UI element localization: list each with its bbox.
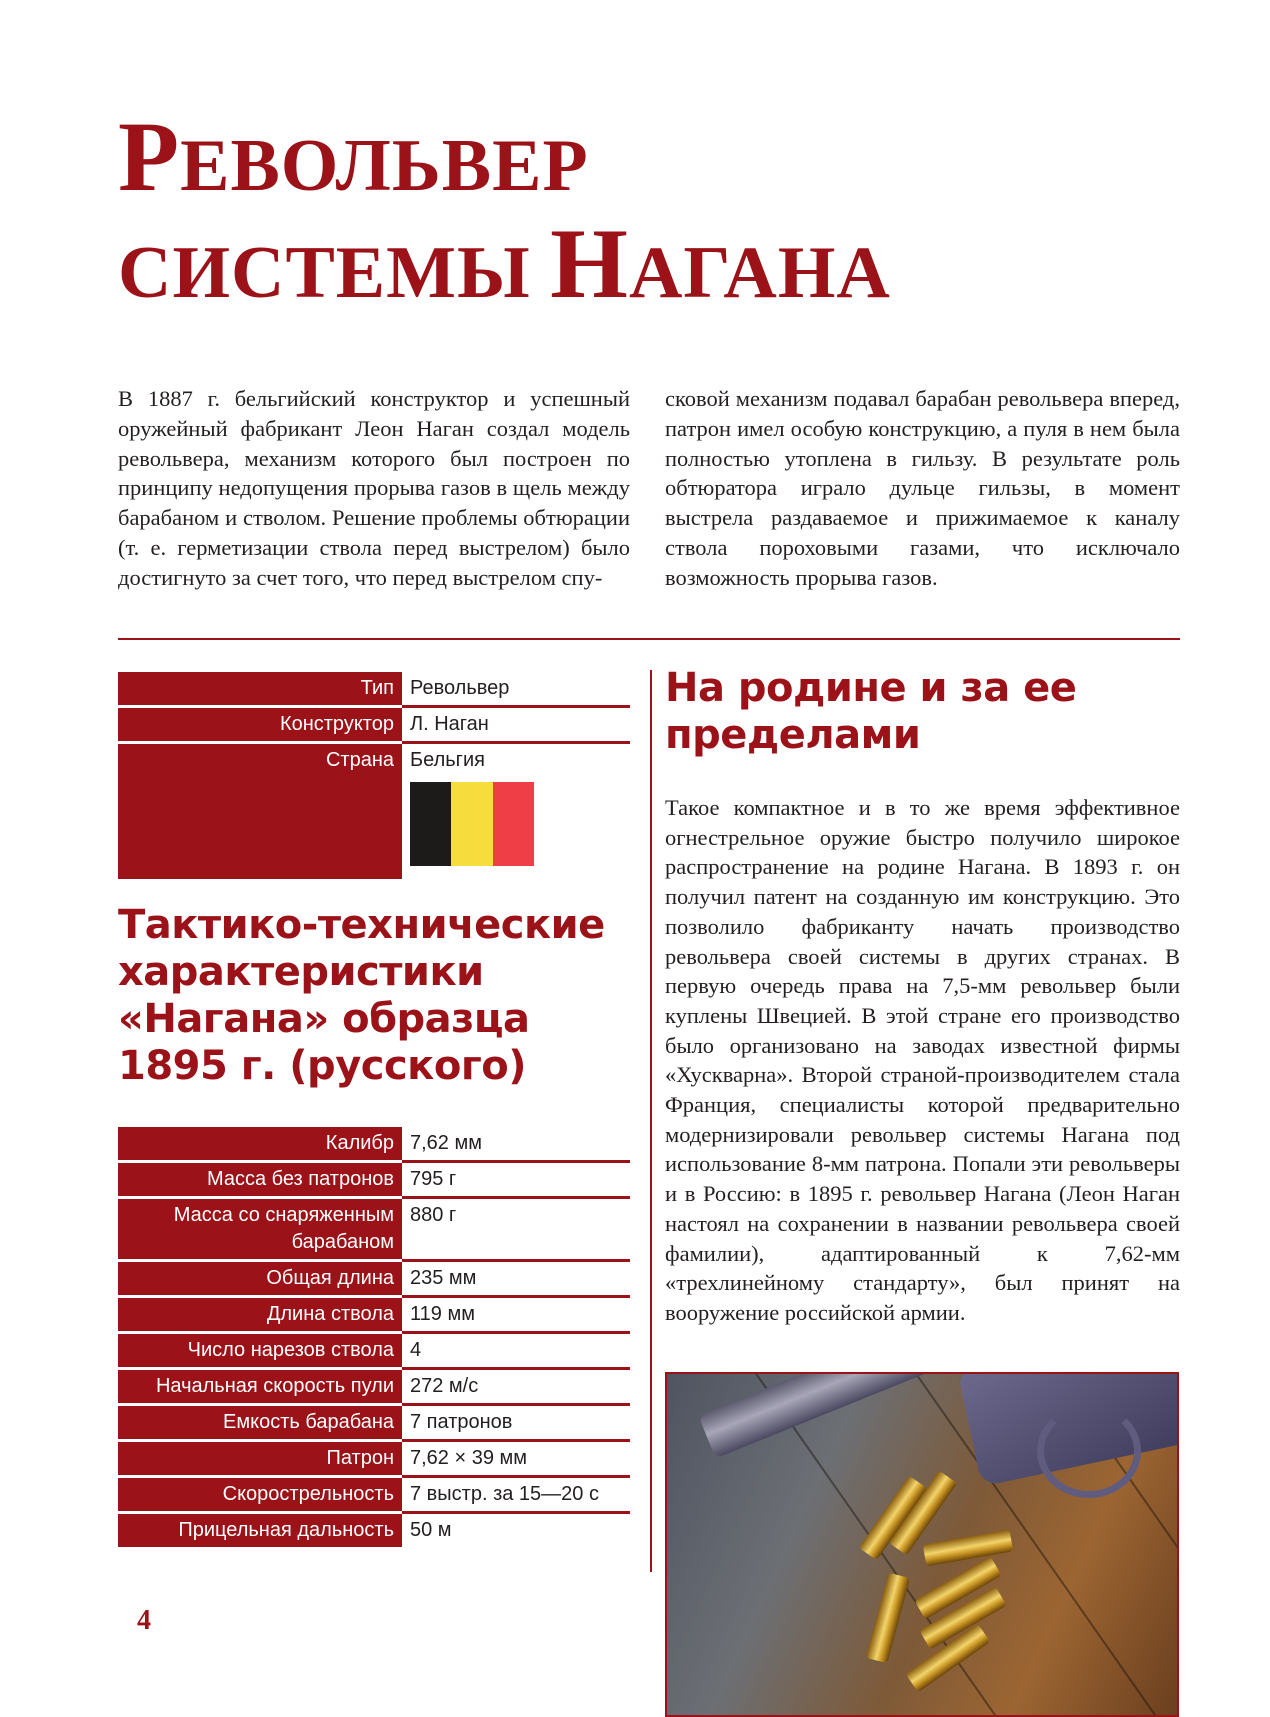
- flag-stripe-black: [410, 782, 451, 866]
- section-body-home: Такое компактное и в то же время эффективное огнестрельное оружие быстро получило широкое распространение на родине Нагана. В 1893 г. он получил патент на созданную им конструкцию. Это позволило фабриканту начать производство револьвера своей системы в других странах. В первую очередь права на 7,5-мм револьвер были куплены Швецией. В этой стране его производство было организовано на заводах известной фирмы «Хускварна». Второй страной-производителем стала Франция, специалисты которой предварительно модернизировали револьвер системы Нагана под использование 8-мм патрона. Попали эти револьверы и в Россию: в 1895 г. револьвер Нагана (Леон Наган настоял на сохранении в названии револьвера своей фамилии), адаптированный к 7,62-мм «трехлинейному стандарту», был принят на вооружение российской армии.: [665, 795, 1180, 1325]
- info-value: Л. Наган: [402, 708, 630, 744]
- spec-value: 7,62 × 39 мм: [402, 1442, 630, 1478]
- spec-label: Длина ствола: [118, 1298, 402, 1334]
- spec-row: [118, 1514, 630, 1547]
- info-value: Револьвер: [402, 672, 630, 708]
- intro-paragraph-left: В 1887 г. бельгийский конструктор и успешный оружейный фабрикант Леон Наган создал модель револьвера, механизм которого был построен по принципу недопущения прорыва газов в щель между барабаном и стволом. Решение проблемы обтюрации (т. е. герметизации ствола перед выстрелом) было достигнуто за счет того, что перед выстрелом спу-: [118, 386, 630, 590]
- spec-label: Масса со снаряженным барабаном: [118, 1199, 402, 1262]
- info-row-type: [118, 672, 630, 708]
- specs-heading: Тактико-технические характеристики «Нагана» образца 1895 г. (русского): [118, 902, 605, 1089]
- spec-value: 235 мм: [402, 1262, 630, 1298]
- spec-value: 880 г: [402, 1199, 630, 1262]
- spec-row: [118, 1478, 630, 1514]
- specs-table: [118, 1127, 630, 1547]
- spec-value: 50 м: [410, 1519, 452, 1541]
- spec-label: Число нарезов ствола: [118, 1334, 402, 1370]
- page-number: 4: [137, 1605, 151, 1636]
- spec-row: [118, 1199, 630, 1262]
- belgium-flag-icon: [410, 782, 534, 866]
- cartridge-icon: [923, 1530, 1013, 1567]
- spec-row: [118, 1163, 630, 1199]
- column-divider: [650, 670, 652, 1572]
- info-label: Конструктор: [118, 708, 402, 744]
- spec-label: Прицельная дальность: [118, 1514, 402, 1547]
- info-label: [118, 744, 402, 879]
- spec-row: [118, 1127, 630, 1163]
- spec-row: [118, 1406, 630, 1442]
- flag-stripe-red: [493, 782, 534, 866]
- section-heading-home: На родине и за ее пределами: [665, 665, 1077, 758]
- spec-row: [118, 1442, 630, 1478]
- spec-value: 4: [402, 1334, 630, 1370]
- section-divider: [118, 638, 1180, 640]
- title-initial-r: Р: [118, 101, 181, 212]
- title-line2-rest: АГАНА: [628, 232, 891, 314]
- country-name: Бельгия: [410, 749, 485, 771]
- flag-stripe-yellow: [451, 782, 492, 866]
- info-value: [402, 744, 630, 879]
- spec-label: Масса без патронов: [118, 1163, 402, 1199]
- info-row-designer: [118, 708, 630, 744]
- title-line1-rest: ЕВОЛЬВЕР: [180, 125, 589, 207]
- spec-value: 272 м/с: [402, 1370, 630, 1406]
- spec-row: [118, 1370, 630, 1406]
- title-line-2: [118, 208, 891, 322]
- info-row-country: [118, 744, 630, 879]
- trigger-guard: [1037, 1404, 1141, 1498]
- spec-row: [118, 1298, 630, 1334]
- spec-row: [118, 1262, 630, 1298]
- title-initial-n: Н: [550, 208, 629, 319]
- info-label-text: Страна: [325, 749, 394, 771]
- spec-label: Общая длина: [118, 1262, 402, 1298]
- spec-value: 7,62 мм: [402, 1127, 630, 1163]
- revolver-photo: [665, 1372, 1179, 1717]
- info-label: Тип: [118, 672, 402, 708]
- cartridge-icon: [866, 1573, 910, 1664]
- page-title: [118, 101, 891, 322]
- spec-value: 795 г: [402, 1163, 630, 1199]
- spec-row: [118, 1334, 630, 1370]
- spec-label: Патрон: [118, 1442, 402, 1478]
- spec-label: Калибр: [118, 1127, 402, 1163]
- spec-label: Емкость барабана: [118, 1406, 402, 1442]
- spec-label: Начальная скорость пули: [118, 1370, 402, 1406]
- title-line2-start: СИСТЕМЫ: [118, 232, 551, 314]
- info-table: [118, 672, 630, 879]
- intro-paragraph-right: сковой механизм подавал барабан револьвера вперед, патрон имел особую конструкцию, а пуля в нем была полностью утоплена в гильзу. В результате роль обтюратора играло дульце гильзы, в момент выстрела раздаваемое и прижимаемое к каналу ствола пороховыми газами, что исключало возможность прорыва газов.: [665, 386, 1180, 590]
- spec-value: 119 мм: [402, 1298, 630, 1334]
- spec-label: Скорострельность: [118, 1478, 402, 1514]
- spec-value: 7 выстр. за 15—20 с: [402, 1478, 630, 1514]
- spec-value: 7 патронов: [402, 1406, 630, 1442]
- title-line-1: [118, 101, 891, 215]
